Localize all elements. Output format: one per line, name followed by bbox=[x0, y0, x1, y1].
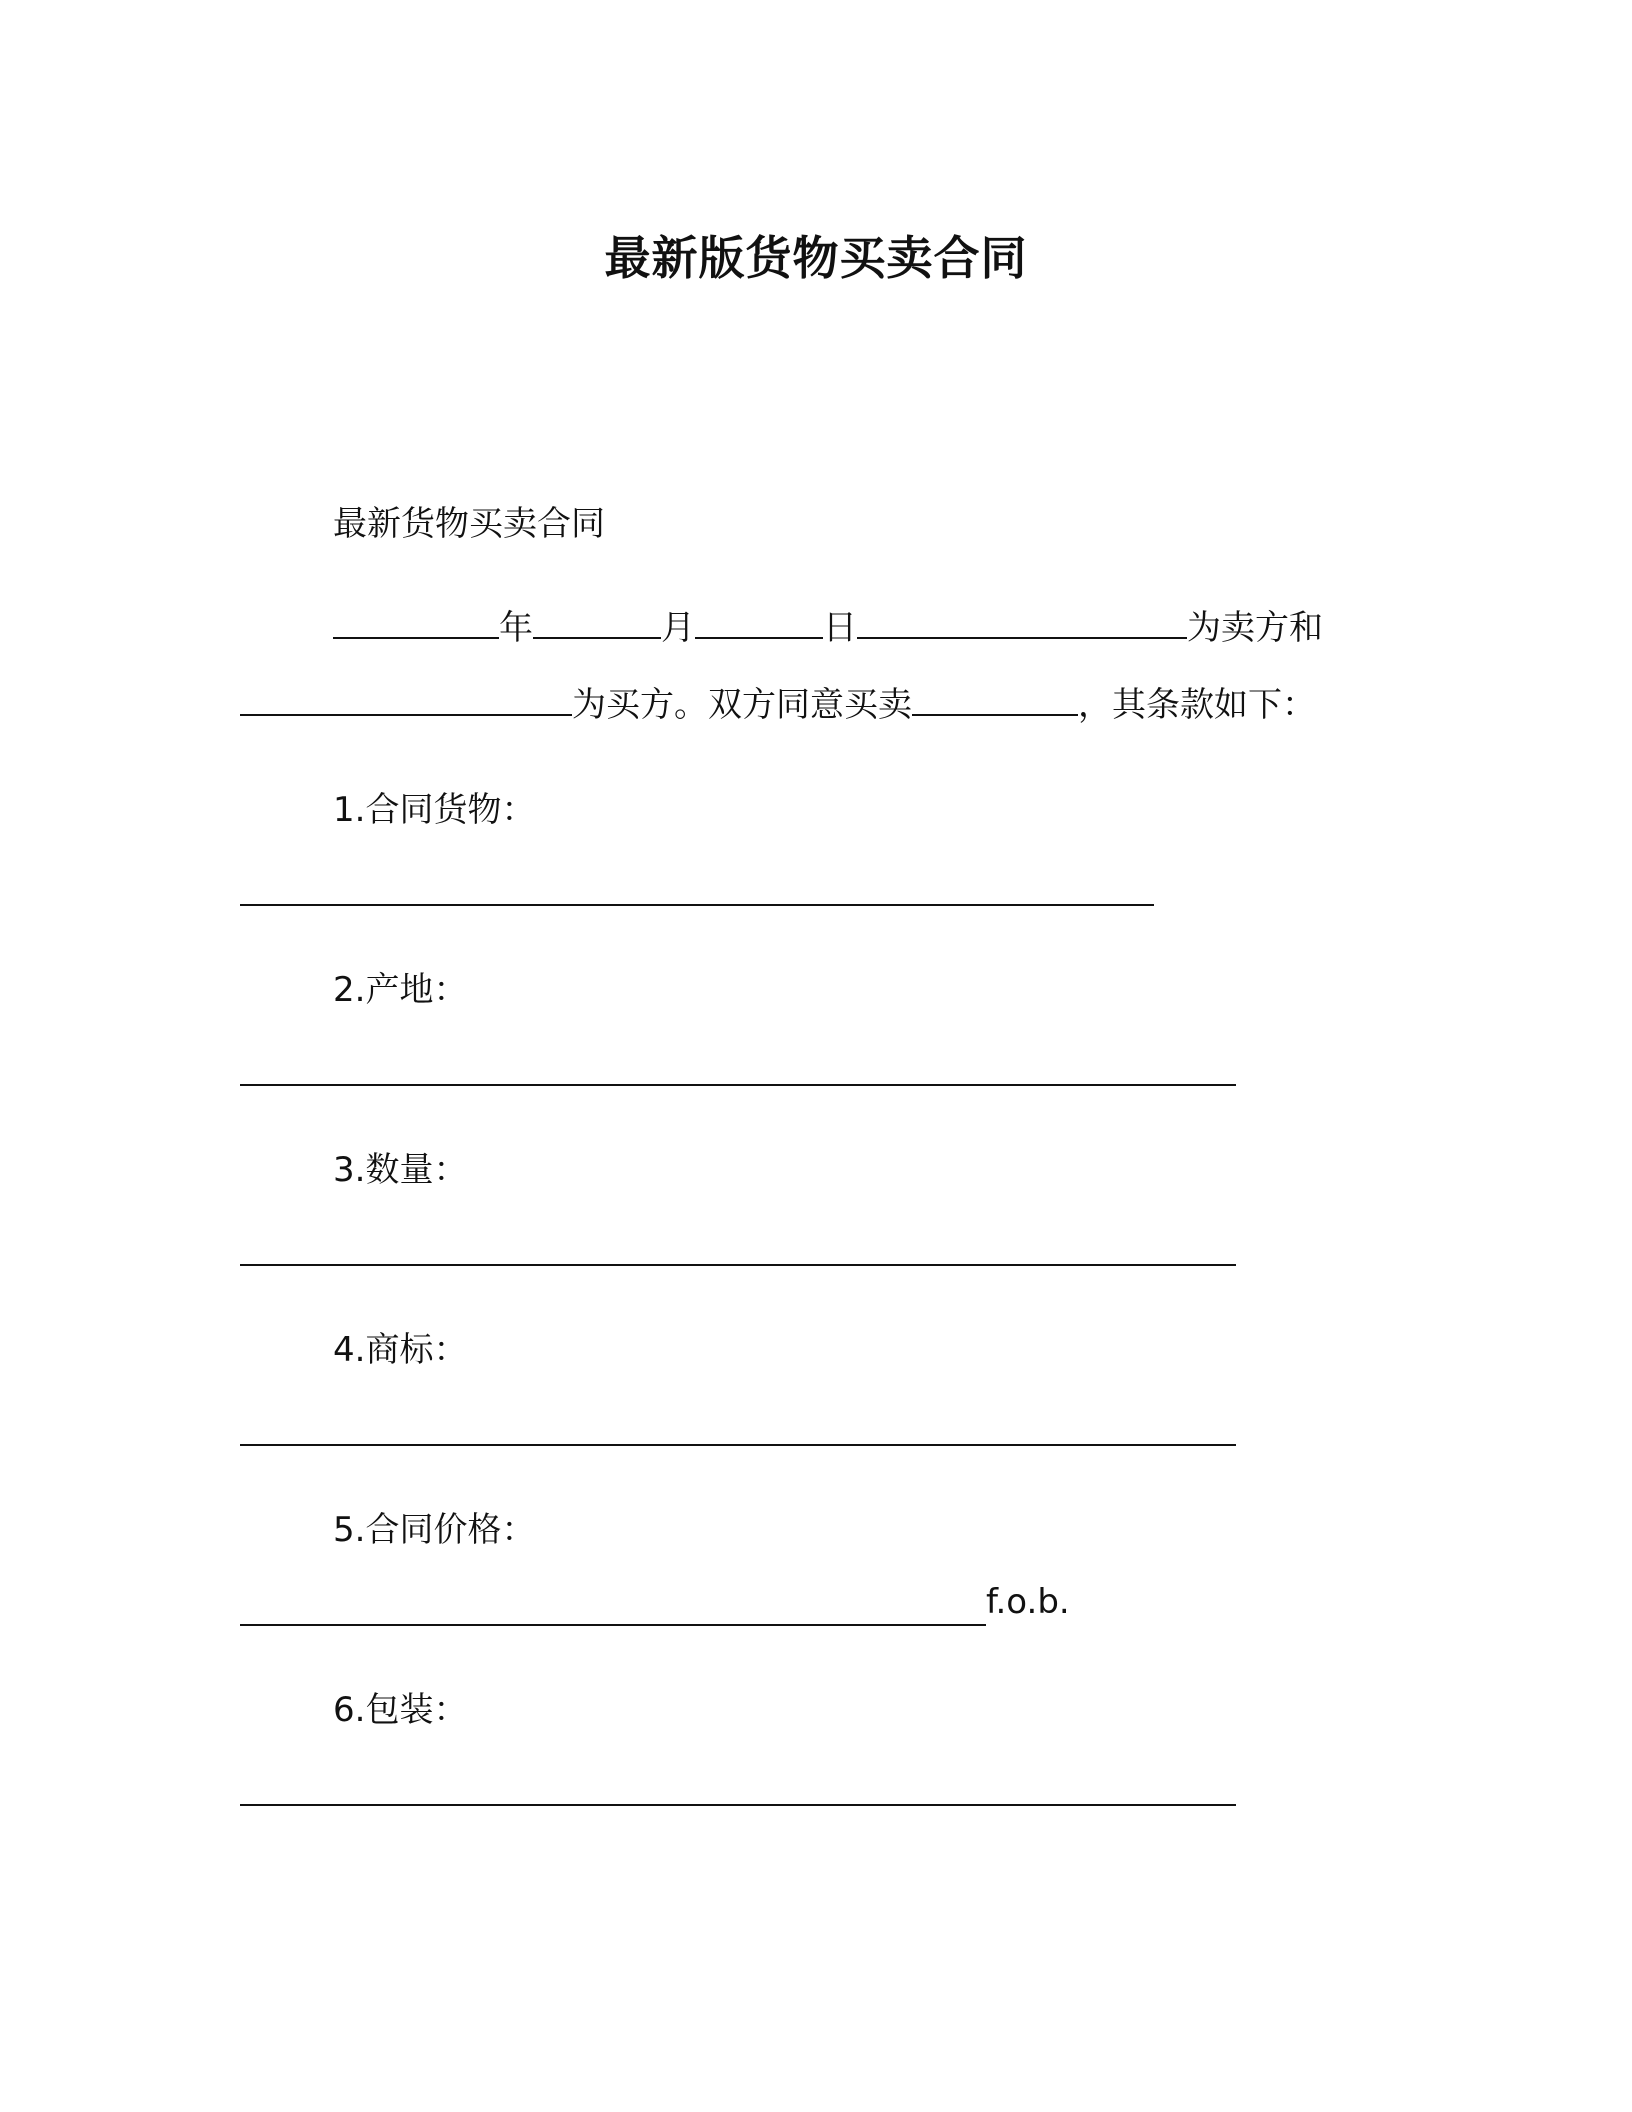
buyer-suffix: 为买方。双方同意买卖 bbox=[572, 685, 912, 725]
document-subtitle: 最新货物买卖合同 bbox=[333, 504, 605, 544]
intro-date-line bbox=[333, 600, 1323, 649]
clause-contract-goods: 1.合同货物： bbox=[333, 790, 536, 830]
goods-blank[interactable] bbox=[912, 684, 1078, 716]
seller-blank[interactable] bbox=[857, 607, 1187, 639]
intro-buyer-line bbox=[240, 677, 1316, 726]
year-label: 年 bbox=[499, 608, 533, 648]
clause-packing: 6.包装： bbox=[333, 1690, 468, 1730]
clause-trademark: 4.商标： bbox=[333, 1330, 468, 1370]
buyer-blank[interactable] bbox=[240, 684, 572, 716]
quantity-blank[interactable] bbox=[240, 1264, 1236, 1266]
packing-blank[interactable] bbox=[240, 1804, 1236, 1806]
contract-price-blank[interactable] bbox=[240, 1624, 986, 1626]
year-blank[interactable] bbox=[333, 607, 499, 639]
contract-goods-blank[interactable] bbox=[240, 904, 1154, 906]
origin-blank[interactable] bbox=[240, 1084, 1236, 1086]
fob-label: f.o.b. bbox=[986, 1582, 1070, 1622]
clause-contract-price: 5.合同价格： bbox=[333, 1510, 536, 1550]
day-label: 日 bbox=[823, 608, 857, 648]
month-label: 月 bbox=[661, 608, 695, 648]
clause-quantity: 3.数量： bbox=[333, 1150, 468, 1190]
clause-origin: 2.产地： bbox=[333, 970, 468, 1010]
seller-suffix: 为卖方和 bbox=[1187, 608, 1323, 648]
day-blank[interactable] bbox=[695, 607, 823, 639]
trademark-blank[interactable] bbox=[240, 1444, 1236, 1446]
month-blank[interactable] bbox=[533, 607, 661, 639]
terms-suffix: ，其条款如下： bbox=[1078, 685, 1316, 725]
document-title: 最新版货物买卖合同 bbox=[604, 231, 1028, 285]
